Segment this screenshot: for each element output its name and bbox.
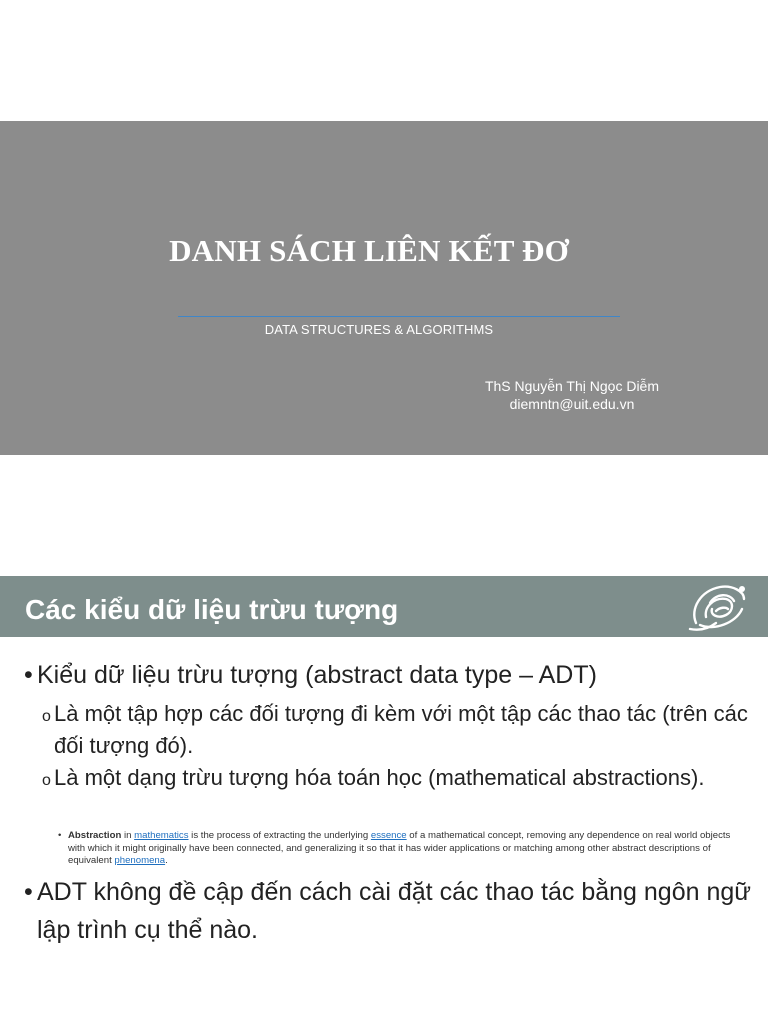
slide-header (0, 576, 768, 637)
bullet-text: Kiểu dữ liệu trừu tượng (abstract data type – ADT) (37, 661, 597, 689)
sub-bullet-marker: o (42, 772, 51, 789)
header-title: Các kiểu dữ liệu trừu tượng (25, 594, 399, 625)
slide-title: DANH SÁCH LIÊN KẾT ĐƠ (169, 233, 569, 268)
title-slide (0, 121, 768, 455)
bullet-item (24, 656, 754, 694)
quote-marker: • (58, 830, 62, 841)
bullet-text: ADT không đề cập đến cách cài đặt các thao tác bằng ngôn ngữ lập trình cụ thể nào. (37, 878, 751, 944)
author-block (472, 377, 672, 413)
bullet-item (24, 873, 754, 949)
author-email: diemntn@uit.edu.vn (509, 396, 635, 412)
bullet-marker: • (24, 661, 33, 689)
quote-item (58, 830, 748, 868)
quote-text (58, 830, 748, 868)
quote-term: Abstraction (68, 830, 122, 841)
sub-bullet-item (42, 762, 758, 794)
sub-bullet-marker: o (42, 708, 51, 725)
quote-link-phenomena[interactable]: phenomena (114, 855, 166, 866)
sub-bullet-text: Là một tập hợp các đối tượng đi kèm với một tập các thao tác (trên các đối tượng đó). (54, 701, 748, 758)
quote-link-essence[interactable]: essence (370, 830, 407, 841)
sub-bullet-text: Là một dạng trừu tượng hóa toán học (mathematical abstractions). (54, 765, 705, 790)
university-logo-icon (686, 579, 750, 635)
bullet-marker: • (24, 878, 33, 906)
quote-link-mathematics[interactable]: mathematics (134, 830, 189, 841)
content-slide (0, 576, 768, 1024)
quote-part: of a mathematical concept, removing any dependence on real world objects with which it might originally have been connected, and generalizing it so that it has wider applications or matching among other abstract descriptions of equivalent (68, 830, 731, 866)
quote-part: in (121, 830, 135, 841)
slide-subtitle: DATA STRUCTURES & ALGORITHMS (264, 322, 494, 337)
sub-bullet-item (42, 698, 758, 762)
title-divider (178, 316, 620, 317)
quote-part: . (165, 855, 168, 866)
author-name: ThS Nguyễn Thị Ngọc Diễm (484, 378, 660, 394)
quote-part: is the process of extracting the underlying (188, 830, 371, 841)
